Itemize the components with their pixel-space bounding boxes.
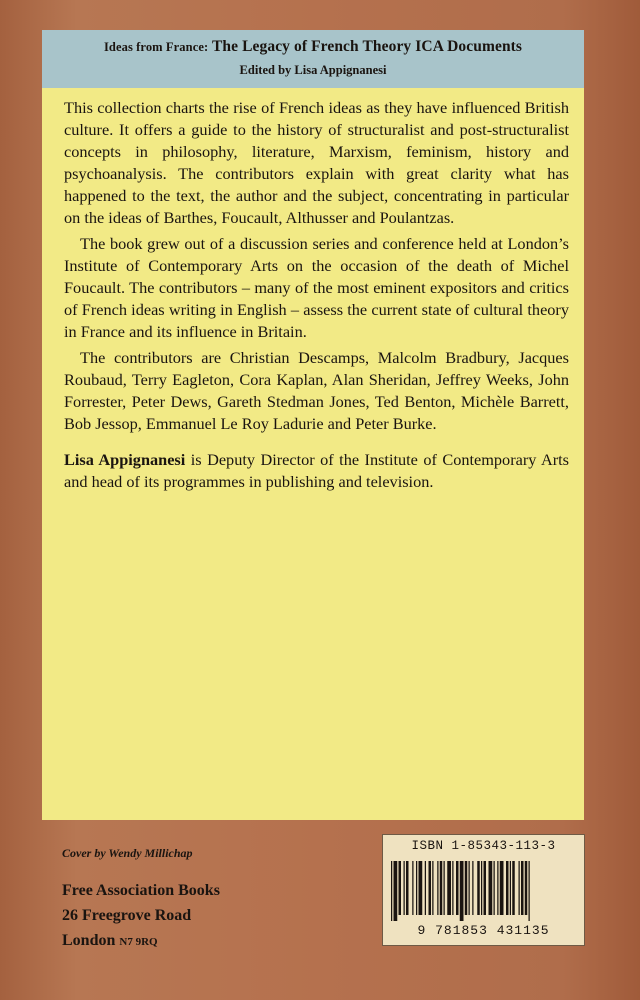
editor-line: Edited by Lisa Appignanesi bbox=[239, 63, 387, 77]
publisher-city: London bbox=[62, 932, 116, 949]
publisher-address bbox=[62, 878, 220, 955]
barcode-icon bbox=[389, 861, 578, 921]
barcode-digits: 9 781853 431135 bbox=[417, 923, 550, 938]
publisher-street: 26 Freegrove Road bbox=[62, 907, 192, 924]
blurb-paragraph-2: The book grew out of a discussion series and conference held at London’s Institute of Contemporary Arts on the occasion of the death of Michel Foucault. The contributors – many of the most eminent expositors and critics of French ideas writing in English – assess the current state of cultural theory in France and its influence in Britain. bbox=[64, 234, 569, 341]
blurb-text bbox=[64, 97, 569, 497]
editor-bio-text: is Deputy Director of the Institute of Contemporary Arts and head of its programmes in publishing and television. bbox=[64, 450, 569, 491]
isbn-number: ISBN 1-85343-113-3 bbox=[411, 839, 556, 853]
publisher-postcode: N7 9RQ bbox=[119, 936, 158, 948]
publisher-name: Free Association Books bbox=[62, 882, 220, 899]
cover-credit: Cover by Wendy Millichap bbox=[62, 846, 193, 860]
title-banner bbox=[42, 30, 584, 88]
title-text: The Legacy of French Theory bbox=[211, 38, 412, 55]
blurb-panel bbox=[42, 88, 584, 820]
book-title bbox=[42, 38, 584, 56]
blurb-paragraph-1: This collection charts the rise of French ideas as they have influenced British culture. It offers a guide to the history of structuralist and post-structuralist concepts in philosophy, literature, Marxism, feminism, history and psychoanalysis. The contributors explain with great clarity what has happened to the text, the author and the subject, concentrating in particular on the ideas of Barthes, Foucault, Althusser and Poulantzas. bbox=[64, 98, 569, 227]
editor-bio-name: Lisa Appignanesi bbox=[64, 450, 186, 469]
series-prefix: Ideas from France: bbox=[103, 40, 209, 54]
series-name: ICA Documents bbox=[415, 38, 523, 55]
blurb-paragraph-3: The contributors are Christian Descamps, Malcolm Bradbury, Jacques Roubaud, Terry Eagleton, Cora Kaplan, Alan Sheridan, Jeffrey Weeks, John Forrester, Peter Dews, Gareth Stedman Jones, Ted Benton, Michèle Barrett, Bob Jessop, Emmanuel Le Roy Ladurie and Peter Burke. bbox=[64, 348, 569, 433]
publisher-city-line bbox=[62, 928, 220, 955]
editor-bio bbox=[64, 449, 569, 493]
barcode-label bbox=[382, 834, 585, 946]
